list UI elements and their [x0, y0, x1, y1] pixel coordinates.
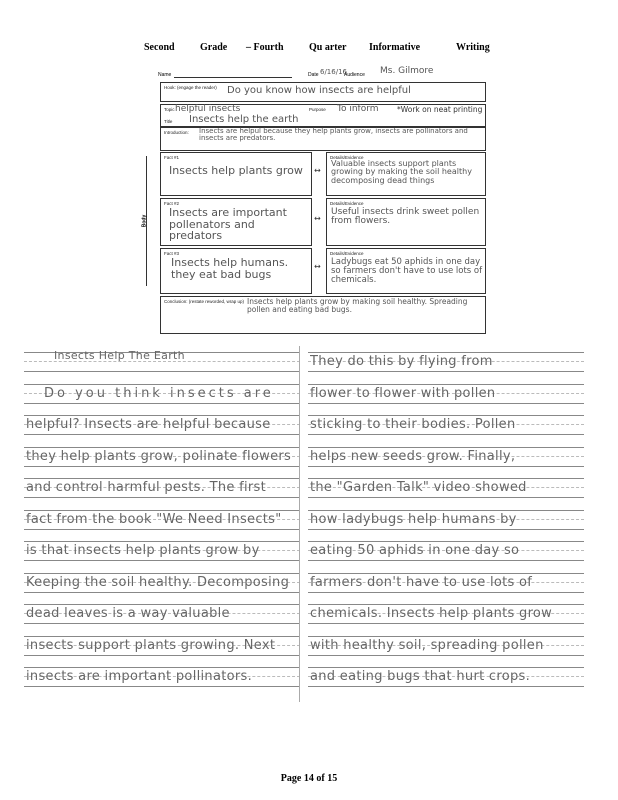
- audience-value: Ms. Gilmore: [380, 66, 434, 76]
- audience-label: Audience: [344, 72, 365, 78]
- details-label: Details/Evidence: [330, 251, 364, 256]
- essay-line: and eating bugs that hurt crops.: [310, 669, 531, 684]
- conclusion-box: [160, 296, 486, 334]
- arrow-icon: ↔: [314, 262, 321, 271]
- essay-line: Insects Help The Earth: [54, 349, 185, 362]
- essay-line: helpful? Insects are helpful because: [26, 417, 271, 432]
- essay-line: they help plants grow, polinate flowers: [26, 448, 292, 464]
- essay-line: is that insects help plants grow by: [26, 543, 260, 558]
- fact-text: Insects help plants grow: [169, 164, 303, 177]
- essay-line: sticking to their bodies. Pollen: [310, 417, 516, 432]
- intro-text: Insects are helpul because they help plants grow, insects are pollinators and insects are predators.: [199, 127, 468, 143]
- details-label: Details/Evidence: [330, 155, 364, 160]
- topic-text: helpful insects: [175, 104, 241, 114]
- details-text: Useful insects drink sweet pollen from flowers.: [331, 207, 480, 227]
- page-total: 15: [327, 773, 338, 784]
- details-text: Valuable insects support plants growing by making the soil healthy decomposing dead things: [331, 159, 472, 185]
- details-text: Ladybugs eat 50 aphids in one day so farmers don't have to use lots of chemicals.: [331, 257, 483, 285]
- topic-label: Topic: [164, 107, 175, 112]
- details-3-box: [326, 248, 486, 294]
- essay-left-column: [24, 346, 300, 702]
- purpose-label: Purpose: [309, 107, 326, 112]
- hook-box: [160, 82, 486, 102]
- fact-3-box: [160, 248, 312, 294]
- conclusion-text: Insects help plants grow by making soil healthy. Spreading pollen and eating bad bugs.: [247, 297, 468, 314]
- hook-label: Hook: (engage the reader): [164, 85, 217, 90]
- graphic-organizer: [141, 66, 488, 336]
- intro-box: [160, 127, 486, 151]
- date-label: Date: [308, 72, 319, 78]
- essay-line: dead leaves is a way valuable: [26, 606, 230, 621]
- intro-label: Introduction:: [164, 130, 189, 135]
- details-label: Details/Evidence: [330, 201, 364, 206]
- lined-paper: [24, 346, 584, 702]
- fact-1-box: [160, 152, 312, 196]
- essay-line: insects support plants growing. Next: [26, 637, 276, 653]
- details-2-box: [326, 198, 486, 246]
- arrow-icon: ↔: [314, 214, 321, 223]
- fact-text: Insects are important pollenators and predators: [169, 206, 287, 243]
- fact-2-box: [160, 198, 312, 246]
- essay-line: eating 50 aphids in one day so: [310, 543, 520, 558]
- teacher-note: *Work on neat printing: [397, 105, 483, 114]
- essay-line: helps new seeds grow. Finally,: [310, 448, 516, 464]
- date-value: 6/16/16: [320, 68, 347, 76]
- title-box: [160, 114, 486, 127]
- page-header: [0, 42, 618, 56]
- details-1-box: [326, 152, 486, 196]
- hook-text: Do you know how insects are helpful: [227, 85, 411, 96]
- header-word: Grade: [200, 42, 228, 53]
- header-word: Informative: [369, 42, 421, 53]
- essay-right-column: [308, 346, 584, 702]
- header-word: – Fourth: [246, 42, 284, 53]
- conclusion-label: Conclusion: (restate reworded, wrap up): [164, 299, 245, 304]
- purpose-text: To inform: [337, 104, 379, 114]
- header-word: Qu arter: [309, 42, 347, 53]
- title-label: Title: [164, 119, 173, 124]
- essay-line: and control harmful pests. The first: [26, 480, 267, 495]
- body-label: Body: [141, 214, 148, 228]
- essay-line: Keeping the soil healthy. Decomposing: [26, 574, 290, 590]
- fact-label: Fact #2: [164, 201, 180, 206]
- essay-line: the "Garden Talk" video showed: [310, 480, 527, 495]
- essay-line: They do this by flying from: [310, 354, 493, 369]
- header-word: Writing: [456, 42, 490, 53]
- of-label: of: [316, 773, 325, 784]
- title-text: Insects help the earth: [189, 114, 299, 125]
- fact-label: Fact #3: [164, 251, 180, 256]
- essay-line: farmers don't have to use lots of: [310, 574, 533, 590]
- header-word: Second: [144, 42, 175, 53]
- arrow-icon: ↔: [314, 166, 321, 175]
- essay-line: fact from the book "We Need Insects": [26, 511, 282, 527]
- page-number: 14: [303, 773, 314, 784]
- essay-line: flower to flower with pollen: [310, 385, 496, 401]
- essay-line: insects are important pollinators.: [26, 669, 253, 684]
- page-footer: [0, 773, 618, 784]
- essay-line: Do you think insects are: [44, 385, 274, 401]
- fact-label: Fact #1: [164, 155, 180, 160]
- essay-line: with healthy soil, spreading pollen: [310, 637, 544, 653]
- name-label: Name: [158, 72, 172, 78]
- essay-line: how ladybugs help humans by: [310, 511, 517, 527]
- page-label: Page: [280, 773, 302, 784]
- column-divider: [299, 346, 300, 702]
- essay-line: chemicals. Insects help plants grow: [310, 606, 553, 621]
- name-bar: [158, 68, 488, 80]
- fact-text: Insects help humans. they eat bad bugs: [171, 256, 289, 281]
